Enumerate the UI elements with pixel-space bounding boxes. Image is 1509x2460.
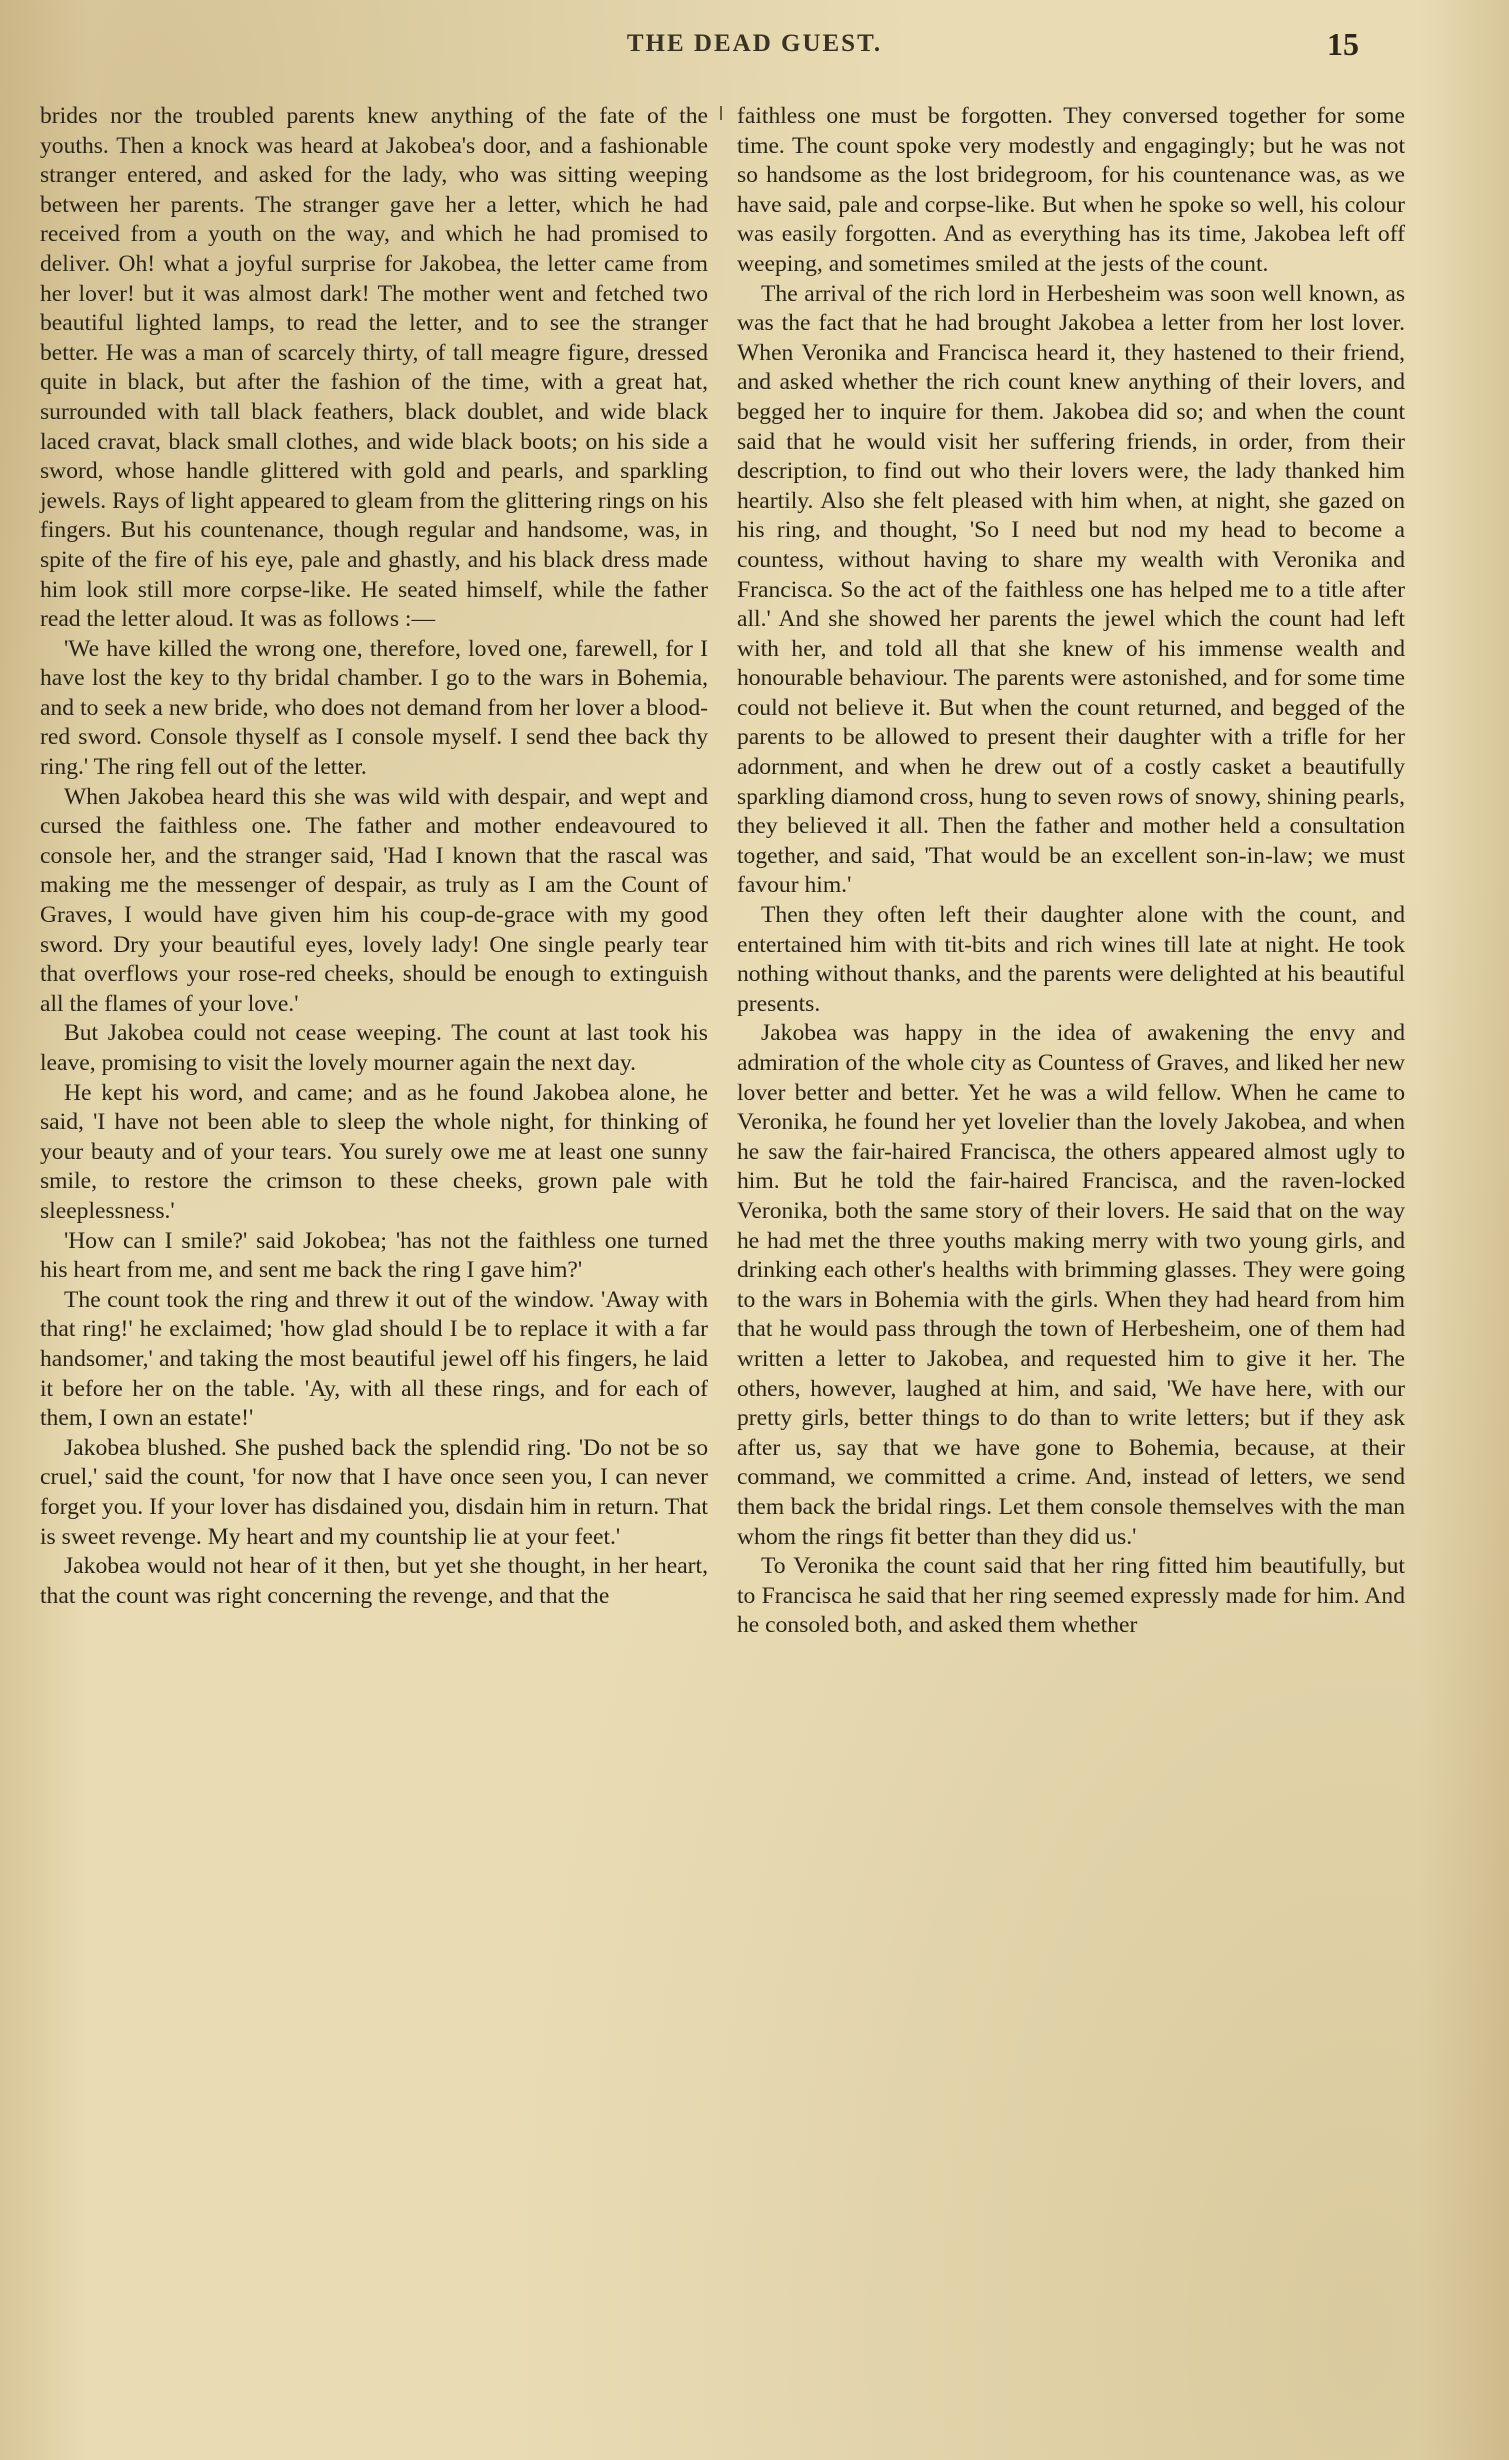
paragraph: Jakobea blushed. She pushed back the splendid ring. 'Do not be so cruel,' said the count, 'for now that I have once seen you, I can never forget you. If your lover has disdained you, disdain him in return. That is sweet revenge. My heart and my countship lie at your feet.' — [40, 1434, 708, 1550]
paragraph: To Veronika the count said that her ring fitted him beautifully, but to Francisca he said that her ring seemed expressly made for him. And he consoled both, and asked them whether — [737, 1553, 1405, 1639]
paragraph: 'We have killed the wrong one, therefore, loved one, farewell, for I have lost the key to thy bridal chamber. I go to the wars in Bohemia, and to seek a new bride, who does not demand from her lover a blood-red sword. Console thyself as I console myself. I send thee back thy ring.' The ring fell out of the letter. — [40, 635, 708, 781]
paragraph: brides nor the troubled parents knew anything of the fate of the youths. Then a knock was heard at Jakobea's door, and a fashionable stranger entered, and asked for the lady, who was sitting weeping between her parents. The stranger gave her a letter, which he had received from a youth on the way, and which he had promised to deliver. Oh! what a joyful surprise for Jakobea, the letter came from her lover! but it was almost dark! The mother went and fetched two beautiful lighted lamps, to read the letter, and to see the stranger better. He was a man of scarcely thirty, of tall meagre figure, dressed quite in black, but after the fashion of the time, with a great hat, surrounded with tall black feathers, black doublet, and wide black laced cravat, black small clothes, and wide black boots; on his side a sword, whose handle glittered with gold and pearls, and sparkling jewels. Rays of light appeared to gleam from the glittering rings on his fingers. But his countenance, though regular and handsome, was, in spite of the fire of his eye, pale and ghastly, and his black dress made him look still more corpse-like. He seated himself, while the father read the letter aloud. It was as follows :— — [40, 103, 708, 633]
paragraph: Jakobea would not hear of it then, but yet she thought, in her heart, that the count was right concerning the revenge, and that the — [40, 1553, 708, 1609]
paragraph: faithless one must be forgotten. They conversed together for some time. The count spoke very modestly and engagingly; but he was not so handsome as the lost bridegroom, for his countenance was, as we have said, pale and corpse-like. But when he spoke so well, his colour was easily forgotten. And as everything has its time, Jakobea left off weeping, and sometimes smiled at the jests of the count. — [737, 103, 1405, 277]
paragraph: The arrival of the rich lord in Herbesheim was soon well known, as was the fact that he had brought Jakobea a letter from her lost lover. When Veronika and Francisca heard it, they hastened to their friend, and asked whether the rich count knew anything of their lovers, and begged her to inquire for them. Jakobea did so; and when the count said that he would visit her suffering friends, in order, from their description, to find out who their lovers were, the lady thanked him heartily. Also she felt pleased with him when, at night, she gazed on his ring, and thought, 'So I need but nod my head to become a countess, without having to share my wealth with Veronika and Francisca. So the act of the faithless one has helped me to a title after all.' And she showed her parents the jewel which the count had left with her, and told all that she knew of his immense wealth and honourable behaviour. The parents were astonished, and for some time could not believe it. But when the count returned, and begged of the parents to be allowed to present their daughter with a trifle for her adornment, and when he drew out of a costly casket a beautifully sparkling diamond cross, hung to seven rows of snowy, shining pearls, they believed it all. Then the father and mother held a consultation together, and said, 'That would be an excellent son-in-law; we must favour him.' — [737, 280, 1405, 899]
right-column — [737, 102, 1405, 1641]
running-head — [0, 26, 1509, 70]
running-title: THE DEAD GUEST. — [626, 30, 883, 57]
paragraph: When Jakobea heard this she was wild with despair, and wept and cursed the faithless one. The father and mother endeavoured to console her, and the stranger said, 'Had I known that the rascal was making me the messenger of despair, as truly as I am the Count of Graves, I would have given him his coup-de-grace with my good sword. Dry your beautiful eyes, lovely lady! One single pearly tear that overflows your rose-red cheeks, should be enough to extinguish all the flames of your love.' — [40, 783, 708, 1017]
paragraph: But Jakobea could not cease weeping. The count at last took his leave, promising to visit the lovely mourner again the next day. — [40, 1020, 708, 1076]
paragraph: 'How can I smile?' said Jokobea; 'has not the faithless one turned his heart from me, and sent me back the ring I gave him?' — [40, 1227, 708, 1284]
paragraph: He kept his word, and came; and as he found Jakobea alone, he said, 'I have not been able to sleep the whole night, for thinking of your beauty and of your tears. You surely owe me at least one sunny smile, to restore the crimson to these cheeks, grown pale with sleeplessness.' — [40, 1079, 708, 1224]
paragraph: Jakobea was happy in the idea of awakening the envy and admiration of the whole city as Countess of Graves, and liked her new lover better and better. Yet he was a wild fellow. When he came to Veronika, he found her yet lovelier than the lovely Jakobea, and when he saw the fair-haired Francisca, the others appeared almost ugly to him. But he told the fair-haired Francisca, and the raven-locked Veronika, both the same story of their lovers. He said that on the way he had met the three youths making merry with two young girls, and drinking each other's healths with brimming glasses. They were going to the wars in Bohemia with the girls. When they had heard from him that he would pass through the town of Herbesheim, one of them had written a letter to Jakobea, and requested him to give it her. The others, however, laughed at him, and said, 'We have here, with our pretty girls, better things to do than to write letters; but if they ask after us, say that we have gone to Bohemia, because, at their command, we committed a crime. And, instead of letters, we send them back the bridal rings. Let them console themselves with the man whom the rings fit better than they did us.' — [737, 1020, 1405, 1550]
paragraph: Then they often left their daughter alone with the count, and entertained him with tit-bits and rich wines till late at night. He took nothing without thanks, and the parents were delighted at his beautiful presents. — [737, 902, 1405, 1017]
column-divider-mark — [720, 106, 722, 120]
left-column — [40, 102, 708, 1611]
page-number: 15 — [1327, 26, 1359, 62]
paragraph: The count took the ring and threw it out of the window. 'Away with that ring!' he exclaimed; 'how glad should I be to replace it with a far handsomer,' and taking the most beautiful jewel off his fingers, he laid it before her on the table. 'Ay, with all these rings, and for each of them, I own an estate!' — [40, 1286, 708, 1432]
